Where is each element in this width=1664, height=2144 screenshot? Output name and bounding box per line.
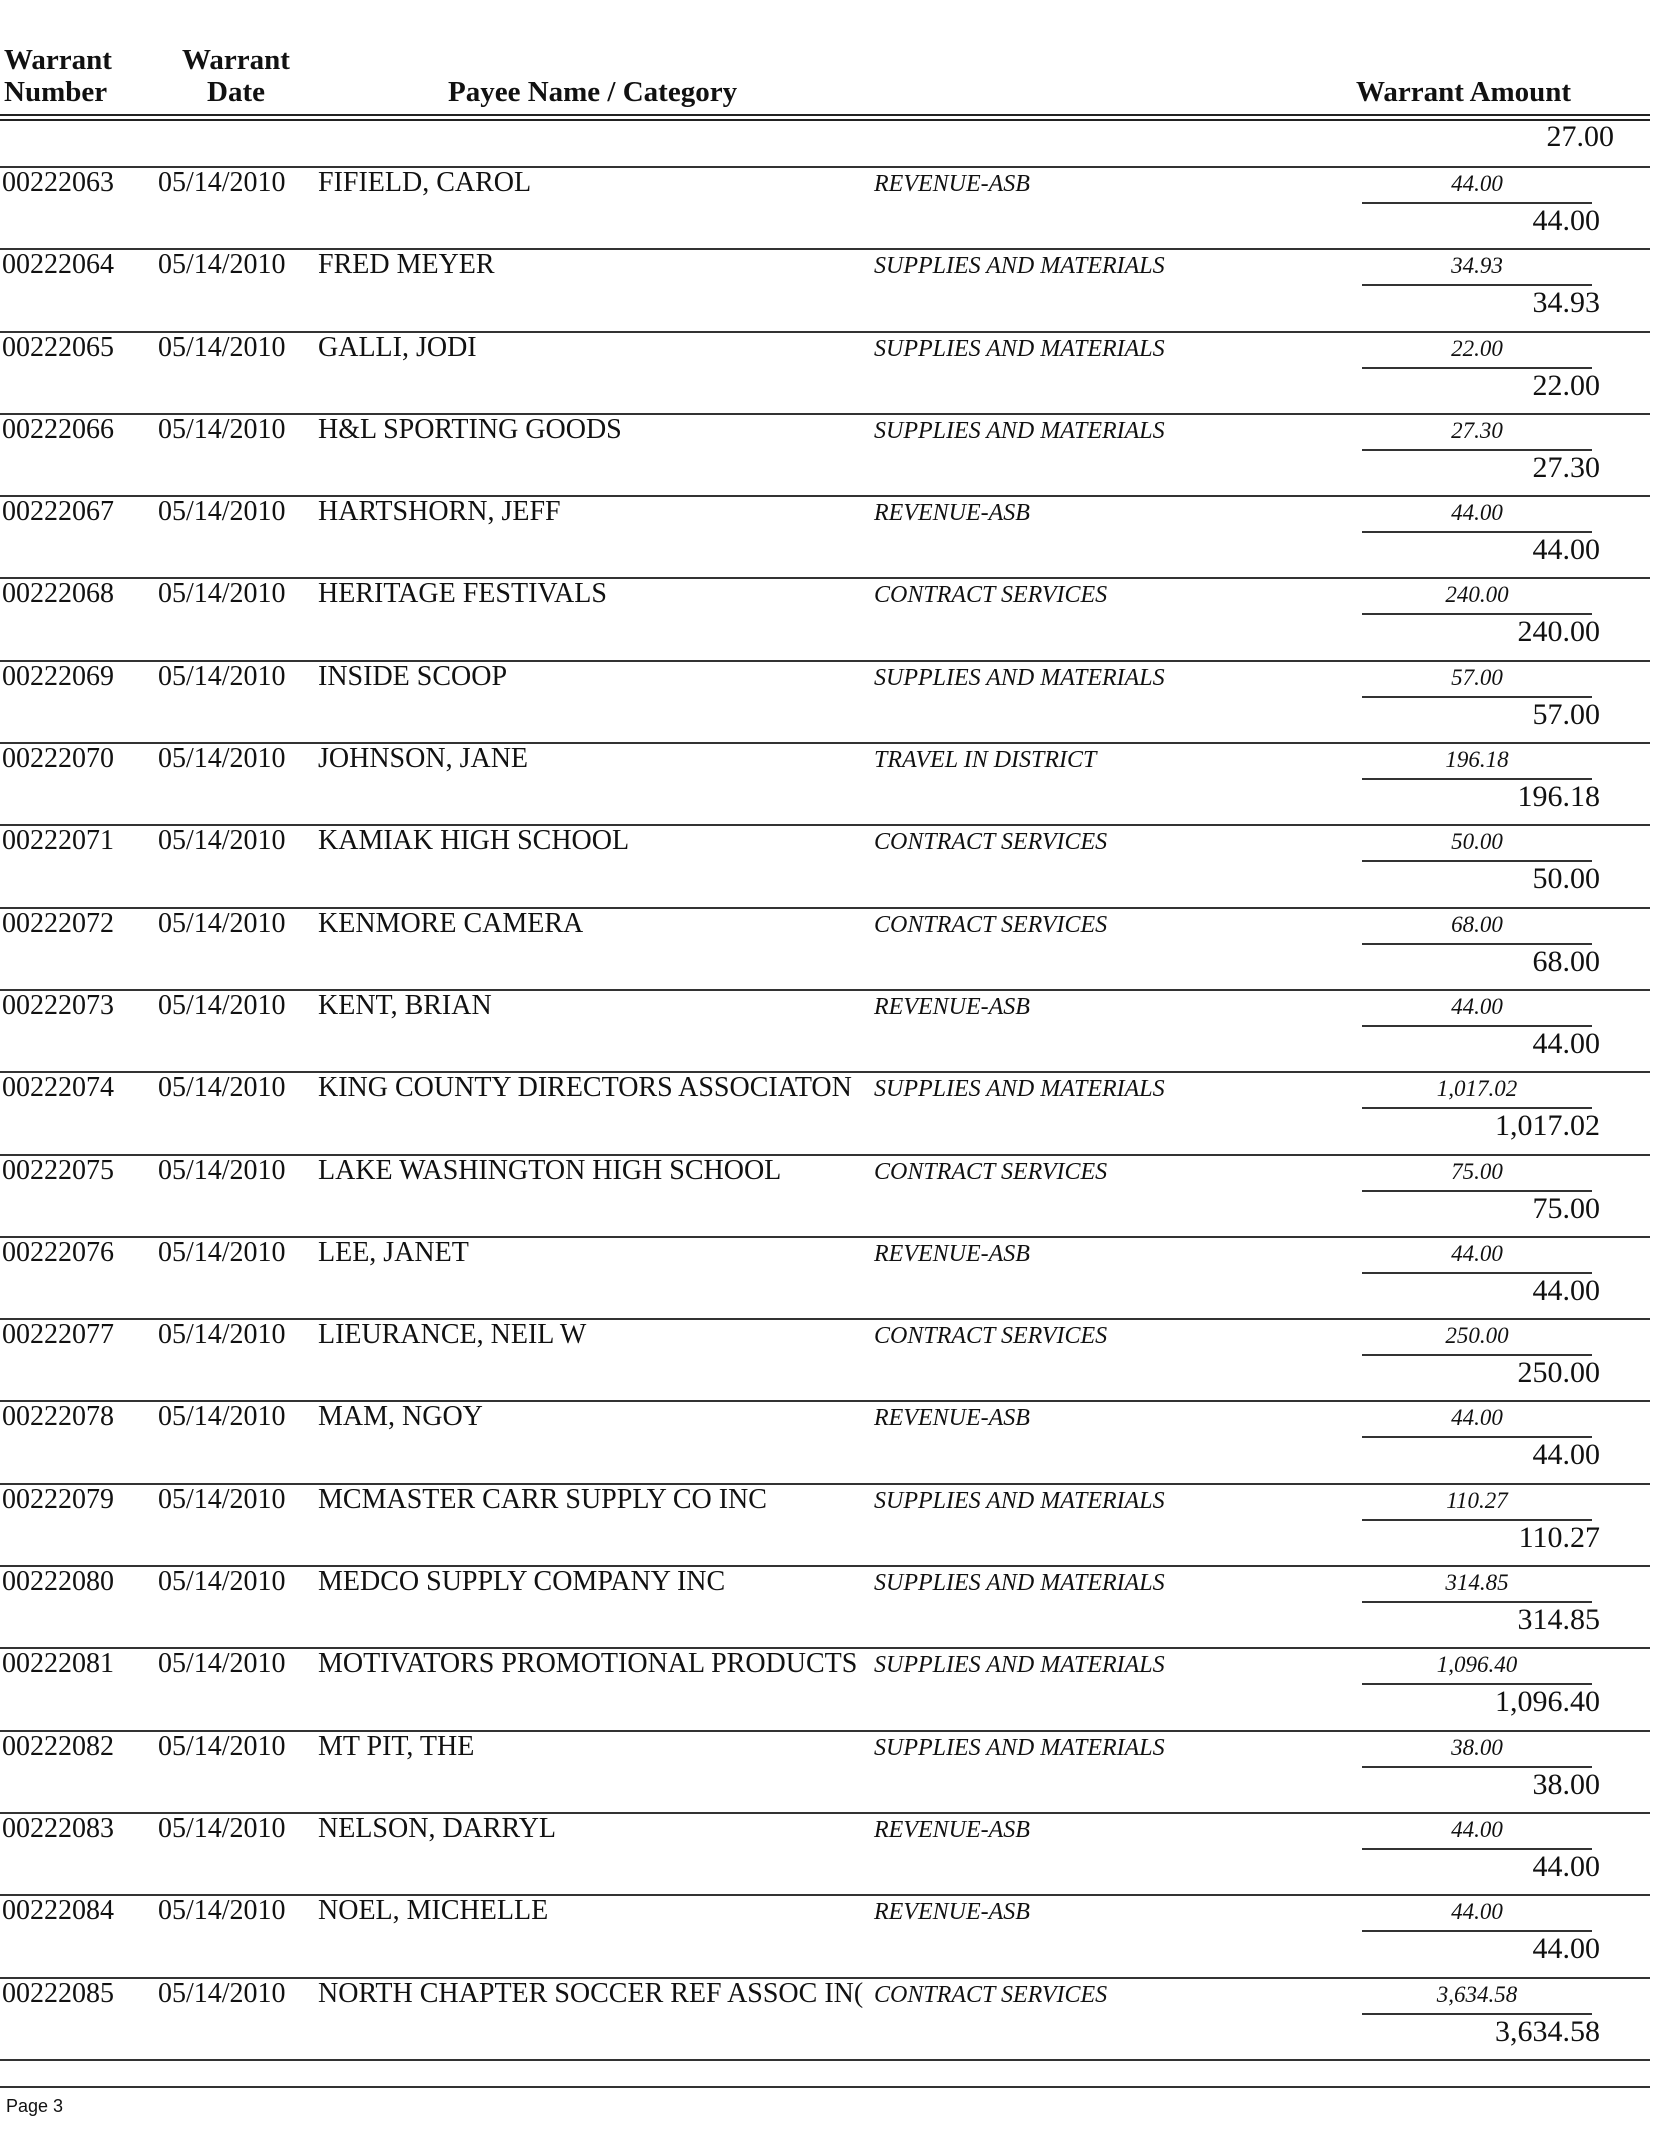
table-row [0,497,1650,579]
payee-name: KING COUNTY DIRECTORS ASSOCIATON [318,1073,852,1104]
table-row [0,333,1650,415]
warrant-amount: 44.00 [1532,1932,1600,1966]
category: SUPPLIES AND MATERIALS [874,1570,1165,1597]
sub-amount: 27.30 [1451,417,1503,443]
sub-amount: 44.00 [1451,1405,1503,1431]
warrant-amount: 34.93 [1532,286,1600,320]
sub-amount-rule [1362,1107,1592,1109]
header-warrant-number [4,44,112,108]
payee-name: MCMASTER CARR SUPPLY CO INC [318,1484,767,1515]
category: SUPPLIES AND MATERIALS [874,1734,1165,1761]
sub-amount: 110.27 [1446,1487,1508,1513]
header-warrant-number-line2: Number [4,76,108,108]
warrant-amount: 75.00 [1532,1191,1600,1225]
header-warrant-date-line1: Warrant [182,44,290,76]
warrant-date: 05/14/2010 [158,1319,286,1351]
sub-amount-rule [1362,1930,1592,1932]
warrant-amount: 240.00 [1517,615,1600,649]
sub-amount-rule [1362,1848,1592,1850]
category: REVENUE-ASB [874,1405,1030,1432]
category: CONTRACT SERVICES [874,582,1108,609]
category: REVENUE-ASB [874,500,1030,527]
sub-amount-rule [1362,202,1592,204]
category: SUPPLIES AND MATERIALS [874,1487,1165,1514]
bottom-rule [0,2086,1650,2088]
payee-name: INSIDE SCOOP [318,661,508,692]
sub-amount-rule [1362,860,1592,862]
table-row [0,662,1650,744]
sub-amount: 44.00 [1451,993,1503,1019]
table-row [0,1402,1650,1484]
warrant-amount: 44.00 [1532,1438,1600,1472]
warrant-number: 00222085 [2,1977,114,2009]
warrant-number: 00222064 [2,249,114,281]
header-payee: Payee Name / Category [448,76,738,108]
payee-name: FRED MEYER [318,250,495,281]
warrant-rows [0,168,1650,2061]
warrant-number: 00222069 [2,660,114,692]
table-row [0,991,1650,1073]
warrant-date: 05/14/2010 [158,907,286,939]
category: SUPPLIES AND MATERIALS [874,253,1165,280]
payee-name: LEE, JANET [318,1237,469,1268]
carry-over-amount: 27.00 [1546,120,1614,153]
category: REVENUE-ASB [874,993,1030,1020]
sub-amount: 250.00 [1445,1323,1509,1349]
payee-name: NORTH CHAPTER SOCCER REF ASSOC IN( [318,1978,864,2009]
payee-name: FIFIELD, CAROL [318,168,532,198]
sub-amount-rule [1362,284,1592,286]
warrant-amount: 44.00 [1532,1026,1600,1060]
table-row [0,1156,1650,1238]
warrant-amount: 27.30 [1532,450,1600,484]
table-row [0,1567,1650,1649]
category: REVENUE-ASB [874,1240,1030,1267]
warrant-date: 05/14/2010 [158,167,286,198]
category: CONTRACT SERVICES [874,829,1108,856]
warrant-date: 05/14/2010 [158,496,286,528]
warrant-amount: 38.00 [1532,1767,1600,1801]
sub-amount-rule [1362,1683,1592,1685]
warrant-number: 00222063 [2,167,114,198]
warrant-amount: 44.00 [1532,204,1600,237]
header-amount: Warrant Amount [1356,76,1572,108]
warrant-number: 00222081 [2,1648,114,1680]
sub-amount: 1,096.40 [1436,1652,1518,1678]
sub-amount-rule [1362,778,1592,780]
sub-amount: 38.00 [1451,1734,1503,1760]
warrant-number: 00222077 [2,1319,114,1351]
sub-amount: 75.00 [1451,1158,1503,1184]
category: SUPPLIES AND MATERIALS [874,417,1165,444]
warrant-amount: 196.18 [1517,780,1600,814]
table-row [0,415,1650,497]
warrant-amount: 22.00 [1532,368,1600,402]
warrant-date: 05/14/2010 [158,1648,286,1680]
sub-amount: 44.00 [1451,500,1503,526]
warrant-number: 00222078 [2,1401,114,1433]
sub-amount: 44.00 [1451,1816,1503,1842]
warrant-date: 05/14/2010 [158,331,286,363]
table-row [0,579,1650,661]
warrant-number: 00222067 [2,496,114,528]
header-double-rule [0,114,1650,121]
warrant-date: 05/14/2010 [158,1401,286,1433]
warrant-number: 00222065 [2,331,114,363]
warrant-number: 00222073 [2,989,114,1021]
table-row [0,1814,1650,1896]
payee-name: MEDCO SUPPLY COMPANY INC [318,1567,726,1598]
warrant-date: 05/14/2010 [158,989,286,1021]
sub-amount: 34.93 [1451,253,1503,279]
sub-amount: 1,017.02 [1436,1076,1518,1102]
sub-amount: 196.18 [1445,747,1509,773]
warrant-amount: 44.00 [1532,1273,1600,1307]
payee-name: HARTSHORN, JEFF [318,497,561,528]
warrant-number: 00222083 [2,1812,114,1844]
warrant-date: 05/14/2010 [158,1566,286,1598]
table-row [0,1896,1650,1978]
warrant-number: 00222074 [2,1072,114,1104]
table-row [0,1732,1650,1814]
warrant-date: 05/14/2010 [158,1977,286,2009]
sub-amount: 44.00 [1451,1899,1503,1925]
sub-amount-rule [1362,1519,1592,1521]
sub-amount-rule [1362,1025,1592,1027]
payee-name: KENMORE CAMERA [318,908,584,939]
payee-name: HERITAGE FESTIVALS [318,579,607,610]
sub-amount-rule [1362,1354,1592,1356]
warrant-number: 00222082 [2,1730,114,1762]
warrant-date: 05/14/2010 [158,578,286,610]
category: TRAVEL IN DISTRICT [874,747,1097,774]
sub-amount-rule [1362,2013,1592,2015]
warrant-date: 05/14/2010 [158,1895,286,1927]
payee-name: MAM, NGOY [318,1402,483,1433]
payee-name: LAKE WASHINGTON HIGH SCHOOL [318,1155,782,1186]
category: SUPPLIES AND MATERIALS [874,335,1165,362]
warrant-amount: 44.00 [1532,1849,1600,1883]
payee-name: MOTIVATORS PROMOTIONAL PRODUCTS [318,1649,858,1680]
payee-name: NOEL, MICHELLE [318,1896,549,1927]
payee-name: LIEURANCE, NEIL W [318,1320,587,1351]
warrant-number: 00222079 [2,1483,114,1515]
sub-amount: 68.00 [1451,911,1503,937]
warrant-number: 00222070 [2,743,114,775]
warrant-date: 05/14/2010 [158,743,286,775]
sub-amount-rule [1362,1436,1592,1438]
warrant-date: 05/14/2010 [158,1236,286,1268]
warrant-amount: 250.00 [1517,1356,1600,1390]
warrant-date: 05/14/2010 [158,1483,286,1515]
payee-name: H&L SPORTING GOODS [318,414,622,445]
warrant-date: 05/14/2010 [158,660,286,692]
warrant-date: 05/14/2010 [158,1154,286,1186]
warrant-amount: 1,096.40 [1495,1685,1600,1719]
table-row [0,1073,1650,1155]
category: CONTRACT SERVICES [874,1323,1108,1350]
sub-amount: 57.00 [1451,664,1503,690]
warrant-amount: 3,634.58 [1495,2014,1600,2048]
category: SUPPLIES AND MATERIALS [874,1652,1165,1679]
table-header [0,44,1650,116]
table-row [0,909,1650,991]
sub-amount: 44.00 [1451,171,1503,196]
payee-name: KAMIAK HIGH SCHOOL [318,826,630,857]
warrant-amount: 314.85 [1517,1603,1600,1637]
page-footer: Page 3 [6,2096,64,2116]
warrant-amount: 110.27 [1518,1520,1600,1554]
payee-name: GALLI, JODI [318,332,477,363]
warrant-date: 05/14/2010 [158,1072,286,1104]
sub-amount-rule [1362,613,1592,615]
category: SUPPLIES AND MATERIALS [874,1076,1165,1103]
header-warrant-date [166,44,306,108]
sub-amount-rule [1362,943,1592,945]
payee-name: JOHNSON, JANE [318,744,529,775]
sub-amount-rule [1362,1601,1592,1603]
sub-amount-rule [1362,1766,1592,1768]
table-row [0,1320,1650,1402]
warrant-date: 05/14/2010 [158,825,286,857]
sub-amount: 44.00 [1451,1240,1503,1266]
warrant-number: 00222076 [2,1236,114,1268]
payee-name: NELSON, DARRYL [318,1813,557,1844]
sub-amount: 314.85 [1445,1570,1509,1596]
warrant-date: 05/14/2010 [158,1730,286,1762]
warrant-amount: 1,017.02 [1495,1109,1600,1143]
warrant-number: 00222066 [2,413,114,445]
warrant-amount: 50.00 [1532,862,1600,896]
table-row [0,1485,1650,1567]
header-warrant-number-line1: Warrant [4,44,112,76]
sub-amount-rule [1362,531,1592,533]
category: REVENUE-ASB [874,1899,1030,1926]
category: SUPPLIES AND MATERIALS [874,664,1165,691]
warrant-number: 00222080 [2,1566,114,1598]
sub-amount-rule [1362,449,1592,451]
sub-amount-rule [1362,696,1592,698]
sub-amount: 240.00 [1445,582,1509,608]
warrant-number: 00222071 [2,825,114,857]
table-row [0,744,1650,826]
warrant-number: 00222072 [2,907,114,939]
sub-amount-rule [1362,1272,1592,1274]
category: CONTRACT SERVICES [874,1981,1108,2008]
table-row [0,250,1650,332]
payee-name: MT PIT, THE [318,1731,475,1762]
warrant-date: 05/14/2010 [158,1812,286,1844]
table-row [0,1979,1650,2061]
table-row [0,168,1650,250]
warrant-amount: 44.00 [1532,533,1600,567]
sub-amount-rule [1362,1190,1592,1192]
table-row [0,1238,1650,1320]
category: CONTRACT SERVICES [874,911,1108,938]
category: REVENUE-ASB [874,171,1030,197]
warrant-amount: 68.00 [1532,944,1600,978]
category: REVENUE-ASB [874,1816,1030,1843]
warrant-number: 00222084 [2,1895,114,1927]
category: CONTRACT SERVICES [874,1158,1108,1185]
sub-amount: 22.00 [1451,335,1503,361]
warrant-amount: 57.00 [1532,697,1600,731]
table-row [0,1649,1650,1731]
sub-amount-rule [1362,367,1592,369]
table-row [0,826,1650,908]
warrant-date: 05/14/2010 [158,413,286,445]
sub-amount: 3,634.58 [1436,1981,1518,2007]
warrant-number: 00222075 [2,1154,114,1186]
header-warrant-date-line2: Date [207,76,265,108]
warrant-date: 05/14/2010 [158,249,286,281]
warrant-number: 00222068 [2,578,114,610]
payee-name: KENT, BRIAN [318,990,492,1021]
sub-amount: 50.00 [1451,829,1503,855]
